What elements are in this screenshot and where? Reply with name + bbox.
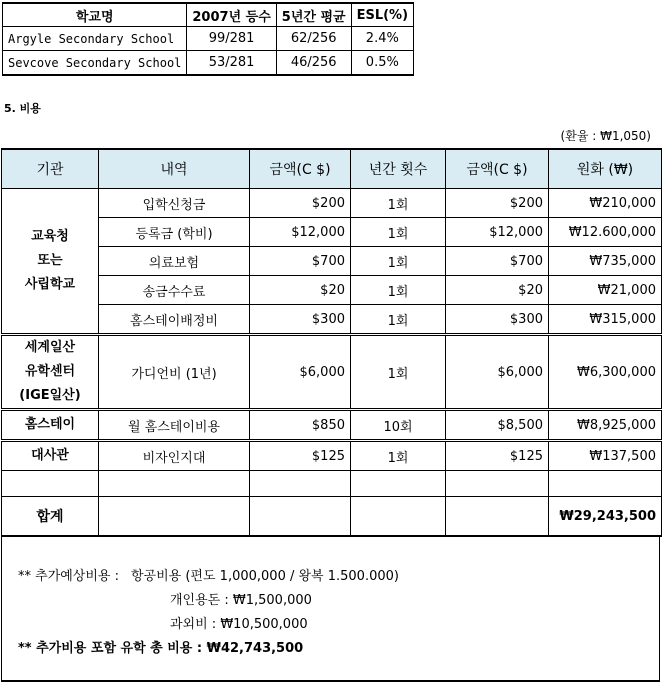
header-school-name: 학교명 bbox=[3, 3, 187, 27]
amount-krw: ₩21,000 bbox=[549, 276, 662, 305]
item-name: 가디언비 (1년) bbox=[99, 335, 250, 410]
amount-krw: ₩315,000 bbox=[549, 305, 662, 335]
esl-percent: 2.4% bbox=[351, 27, 413, 51]
note-tutoring: 과외비 : ₩10,500,000 bbox=[170, 617, 308, 632]
rank-5yr-average: 46/256 bbox=[276, 51, 351, 76]
header-institution: 기관 bbox=[2, 149, 99, 189]
amount-cad: $12,000 bbox=[250, 218, 351, 247]
institution-line: 사립학교 bbox=[24, 277, 76, 292]
note-airfare-line bbox=[18, 565, 399, 584]
annual-count: 10회 bbox=[351, 410, 446, 441]
institution-cell bbox=[2, 189, 99, 335]
amount-cad-total: $125 bbox=[446, 441, 549, 471]
table-row bbox=[2, 441, 662, 471]
amount-krw: ₩735,000 bbox=[549, 247, 662, 276]
table-row bbox=[2, 305, 662, 335]
blank-cell bbox=[250, 471, 351, 497]
item-name: 홈스테이배정비 bbox=[99, 305, 250, 335]
blank-cell bbox=[446, 471, 549, 497]
item-name: 송금수수료 bbox=[99, 276, 250, 305]
item-name: 등록금 (학비) bbox=[99, 218, 250, 247]
school-name: Argyle Secondary School bbox=[3, 27, 187, 51]
blank-cell bbox=[99, 497, 250, 537]
annual-count: 1회 bbox=[351, 441, 446, 471]
annual-count: 1회 bbox=[351, 276, 446, 305]
blank-cell bbox=[2, 471, 99, 497]
table-row bbox=[2, 276, 662, 305]
table-row bbox=[2, 410, 662, 441]
institution-cell: 홈스테이 bbox=[2, 410, 99, 441]
blank-cell bbox=[351, 471, 446, 497]
amount-cad: $850 bbox=[250, 410, 351, 441]
annual-count: 1회 bbox=[351, 247, 446, 276]
blank-cell bbox=[351, 497, 446, 537]
amount-cad-total: $20 bbox=[446, 276, 549, 305]
annual-count: 1회 bbox=[351, 218, 446, 247]
item-name: 입학신청금 bbox=[99, 189, 250, 218]
institution-line: (IGE일산) bbox=[19, 388, 81, 403]
table-row bbox=[3, 27, 414, 51]
amount-cad: $300 bbox=[250, 305, 351, 335]
institution-line: 또는 bbox=[37, 253, 63, 268]
blank-cell bbox=[99, 471, 250, 497]
item-name: 월 홈스테이비용 bbox=[99, 410, 250, 441]
note-prefix: ** 추가예상비용 : bbox=[18, 569, 119, 584]
amount-cad: $125 bbox=[250, 441, 351, 471]
header-amount-cad: 금액(C $) bbox=[250, 149, 351, 189]
institution-line: 세계일산 bbox=[24, 340, 76, 355]
institution-line: 교육청 bbox=[31, 229, 69, 244]
header-5yr-average: 5년간 평균 bbox=[276, 3, 351, 27]
rank-2007: 99/281 bbox=[187, 27, 276, 51]
annual-count: 1회 bbox=[351, 335, 446, 410]
amount-cad: $700 bbox=[250, 247, 351, 276]
item-name: 비자인지대 bbox=[99, 441, 250, 471]
section-title: 5. 비용 bbox=[4, 102, 41, 115]
school-table-header-row bbox=[3, 3, 414, 27]
annual-count: 1회 bbox=[351, 189, 446, 218]
note-grand-total: ** 추가비용 포함 유학 총 비용 : ₩42,743,500 bbox=[18, 641, 304, 656]
amount-cad-total: $300 bbox=[446, 305, 549, 335]
total-label: 합계 bbox=[2, 497, 99, 537]
amount-cad: $200 bbox=[250, 189, 351, 218]
rank-5yr-average: 62/256 bbox=[276, 27, 351, 51]
cost-table-header-row bbox=[2, 149, 662, 189]
blank-row bbox=[2, 471, 662, 497]
total-value: ₩29,243,500 bbox=[549, 497, 662, 537]
amount-cad-total: $700 bbox=[446, 247, 549, 276]
table-row bbox=[2, 218, 662, 247]
total-row bbox=[2, 497, 662, 537]
amount-cad: $20 bbox=[250, 276, 351, 305]
amount-krw: ₩6,300,000 bbox=[549, 335, 662, 410]
amount-cad-total: $8,500 bbox=[446, 410, 549, 441]
institution-cell: 대사관 bbox=[2, 441, 99, 471]
table-row bbox=[2, 189, 662, 218]
item-name: 의료보험 bbox=[99, 247, 250, 276]
exchange-rate: (환율 : ₩1,050) bbox=[560, 129, 651, 143]
blank-cell bbox=[250, 497, 351, 537]
table-row bbox=[2, 247, 662, 276]
header-amount-krw: 원화 (₩) bbox=[549, 149, 662, 189]
additional-costs-note bbox=[1, 536, 660, 682]
amount-cad-total: $6,000 bbox=[446, 335, 549, 410]
amount-krw: ₩8,925,000 bbox=[549, 410, 662, 441]
school-ranking-table bbox=[2, 2, 414, 76]
rank-2007: 53/281 bbox=[187, 51, 276, 76]
institution-line: 유학센터 bbox=[24, 364, 76, 379]
note-airfare: 항공비용 (편도 1,000,000 / 왕복 1.500.000) bbox=[131, 569, 399, 584]
note-pocket-money: 개인용돈 : ₩1,500,000 bbox=[170, 593, 312, 608]
annual-count: 1회 bbox=[351, 305, 446, 335]
table-row bbox=[3, 51, 414, 76]
header-amount-cad-total: 금액(C $) bbox=[446, 149, 549, 189]
school-name: Sevcove Secondary School bbox=[3, 51, 187, 76]
esl-percent: 0.5% bbox=[351, 51, 413, 76]
header-2007-rank: 2007년 등수 bbox=[187, 3, 276, 27]
amount-krw: ₩137,500 bbox=[549, 441, 662, 471]
cost-table bbox=[1, 148, 662, 537]
institution-cell bbox=[2, 335, 99, 410]
blank-cell bbox=[549, 471, 662, 497]
header-esl: ESL(%) bbox=[351, 3, 413, 27]
header-item: 내역 bbox=[99, 149, 250, 189]
amount-cad-total: $200 bbox=[446, 189, 549, 218]
table-row bbox=[2, 335, 662, 410]
amount-cad: $6,000 bbox=[250, 335, 351, 410]
header-annual-count: 년간 횟수 bbox=[351, 149, 446, 189]
amount-cad-total: $12,000 bbox=[446, 218, 549, 247]
amount-krw: ₩210,000 bbox=[549, 189, 662, 218]
blank-cell bbox=[446, 497, 549, 537]
amount-krw: ₩12.600,000 bbox=[549, 218, 662, 247]
